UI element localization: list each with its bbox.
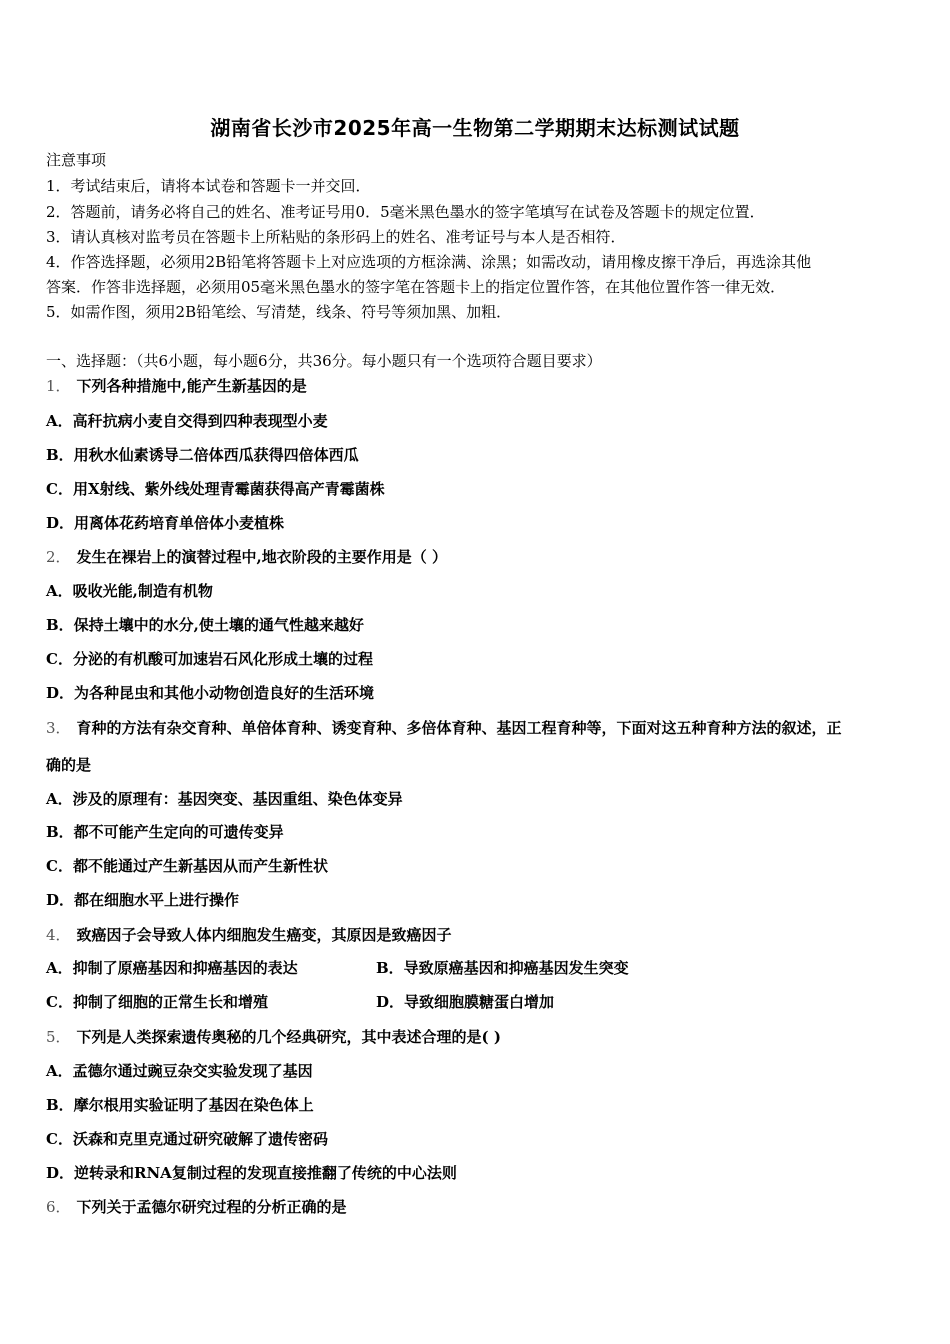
- notice-item: 5．如需作图，须用2B铅笔绘、写清楚，线条、符号等须加黑、加粗．: [46, 303, 512, 321]
- option-c: C．用X射线、紫外线处理青霉菌获得高产青霉菌株: [46, 480, 385, 498]
- question-number: 2．: [46, 548, 71, 566]
- question-stem: 6． 下列关于孟德尔研究过程的分析正确的是: [46, 1198, 347, 1216]
- question-number: 5．: [46, 1028, 71, 1046]
- question-stem: 3． 育种的方法有杂交育种、单倍体育种、诱变育种、多倍体育种、基因工程育种等，下面对这五种育种方法的叙述，正: [46, 719, 842, 737]
- option-d: D．用离体花药培育单倍体小麦植株: [46, 514, 285, 532]
- option-b: B．保持土壤中的水分,使土壤的通气性越来越好: [46, 616, 364, 634]
- question-stem: 1． 下列各种措施中,能产生新基因的是: [46, 377, 307, 395]
- page-title: 湖南省长沙市2025年高一生物第二学期期末达标测试试题: [210, 116, 740, 140]
- option-b: B．摩尔根用实验证明了基因在染色体上: [46, 1096, 314, 1114]
- option-c: C．沃森和克里克通过研究破解了遗传密码: [46, 1130, 328, 1148]
- notice-item: 4．作答选择题，必须用2B铅笔将答题卡上对应选项的方框涂满、涂黑；如需改动，请用橡皮擦干净后，再选涂其他: [46, 253, 812, 271]
- question-stem: 2． 发生在裸岩上的演替过程中,地衣阶段的主要作用是（ ）: [46, 548, 447, 566]
- option-b: B．导致原癌基因和抑癌基因发生突变: [376, 959, 629, 977]
- notice-heading: 注意事项: [46, 151, 107, 169]
- notice-item: 答案．作答非选择题，必须用05毫米黑色墨水的签字笔在答题卡上的指定位置作答，在其他位置作答一律无效．: [46, 278, 786, 296]
- question-stem: 5． 下列是人类探索遗传奥秘的几个经典研究，其中表述合理的是( ): [46, 1028, 501, 1046]
- option-a: A．涉及的原理有：基因突变、基因重组、染色体变异: [46, 790, 403, 808]
- option-d: D．逆转录和RNA复制过程的发现直接推翻了传统的中心法则: [46, 1164, 457, 1182]
- question-number: 1．: [46, 377, 71, 395]
- option-a: A．吸收光能,制造有机物: [46, 582, 213, 600]
- option-d: D．都在细胞水平上进行操作: [46, 891, 240, 909]
- question-number: 4．: [46, 926, 71, 944]
- option-a: A．抑制了原癌基因和抑癌基因的表达: [46, 959, 298, 977]
- section-heading: 一、选择题：（共6小题，每小题6分，共36分。每小题只有一个选项符合题目要求）: [46, 352, 602, 370]
- question-number: 6．: [46, 1198, 71, 1216]
- question-number: 3．: [46, 719, 71, 737]
- option-c: C．抑制了细胞的正常生长和增殖: [46, 993, 268, 1011]
- option-b: B．用秋水仙素诱导二倍体西瓜获得四倍体西瓜: [46, 446, 359, 464]
- option-c: C．分泌的有机酸可加速岩石风化形成土壤的过程: [46, 650, 373, 668]
- option-a: A．孟德尔通过豌豆杂交实验发现了基因: [46, 1062, 313, 1080]
- option-d: D．为各种昆虫和其他小动物创造良好的生活环境: [46, 684, 375, 702]
- option-a: A．高秆抗病小麦自交得到四种表现型小麦: [46, 412, 328, 430]
- notice-item: 3．请认真核对监考员在答题卡上所粘贴的条形码上的姓名、准考证号与本人是否相符．: [46, 228, 626, 246]
- notice-item: 2．答题前，请务必将自己的姓名、准考证号用0．5毫米黑色墨水的签字笔填写在试卷及答题卡的规定位置．: [46, 203, 765, 221]
- question-stem: 4． 致癌因子会导致人体内细胞发生癌变，其原因是致癌因子: [46, 926, 452, 944]
- notice-item: 1．考试结束后，请将本试卷和答题卡一并交回．: [46, 177, 371, 195]
- option-c: C．都不能通过产生新基因从而产生新性状: [46, 857, 328, 875]
- question-stem-continued: 确的是: [46, 756, 92, 774]
- option-d: D．导致细胞膜糖蛋白增加: [376, 993, 555, 1011]
- option-b: B．都不可能产生定向的可遗传变异: [46, 823, 284, 841]
